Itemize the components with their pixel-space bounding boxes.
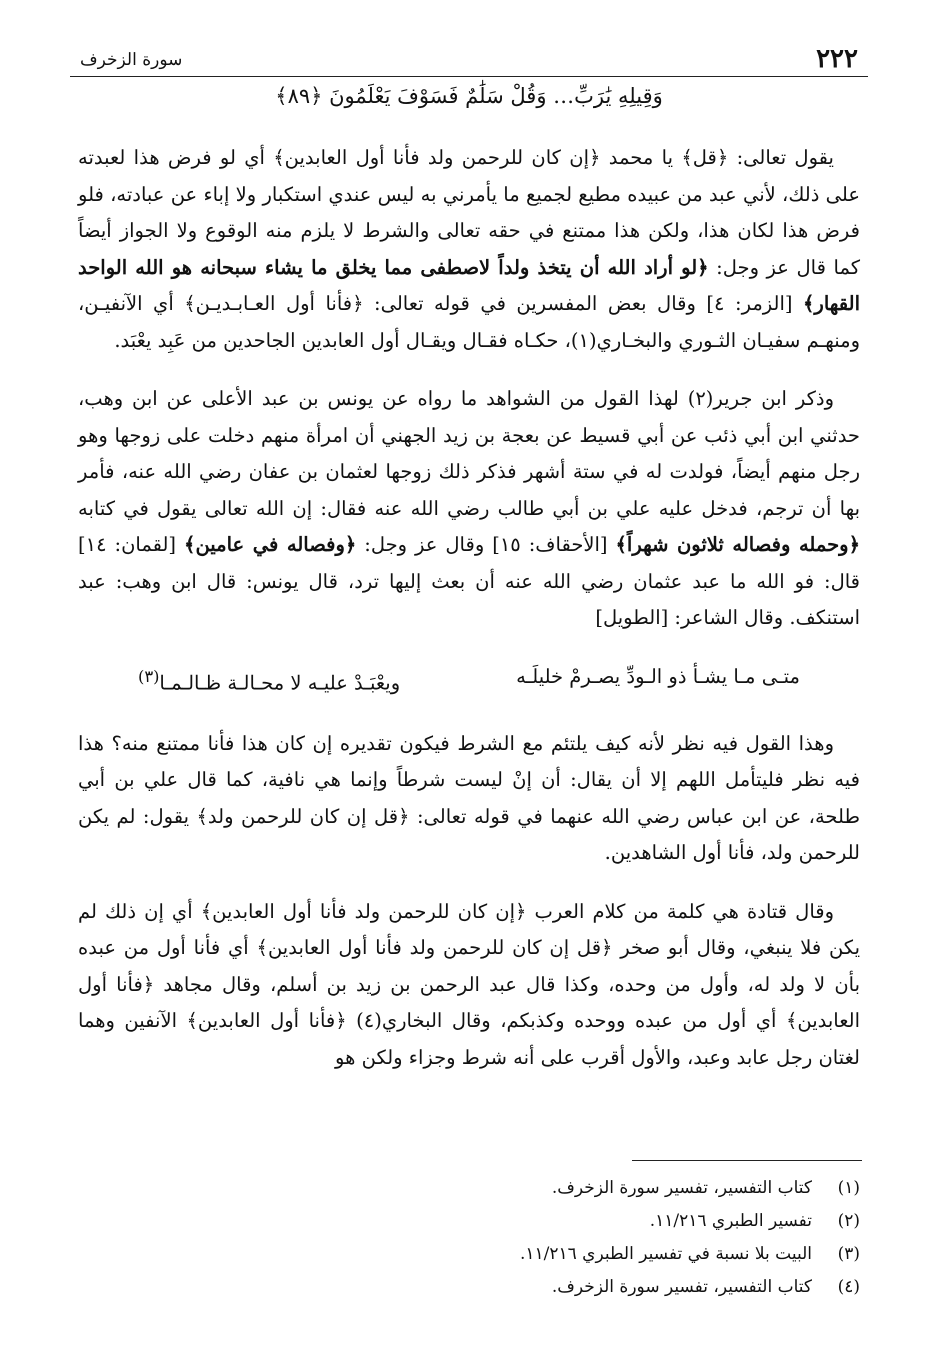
footnote-number: (١) — [837, 1178, 860, 1198]
text-segment: ﴿قل إن كان للرحمن ولد﴾ — [196, 804, 410, 828]
text-segment: يا محمد — [600, 146, 682, 169]
poem-hemistich-left: ويعْبَـدْ عليـه لا محـالـة ظـالـمـا$^{(٣)}$ — [138, 666, 401, 694]
text-segment: أي فأنا أول من عبده بأن لا ولد له، وأول من وحده، وكذا قال عبد الرحمن بن زيد بن أسلم، وقال مجاهد — [78, 936, 861, 996]
footnote-ref: (٣) — [138, 666, 160, 686]
quran-quote-bold: ﴿وحمله وفصاله ثلاثون شهراً﴾ — [615, 533, 861, 556]
poem-verse — [78, 659, 860, 702]
paragraph — [78, 726, 860, 872]
text-segment: ﴿قل﴾ — [681, 146, 729, 169]
text-segment: أي الآنفيـن، ومنهـم سفيـان الثـوري والبخـاري — [78, 292, 860, 352]
text-segment: وذكر ابن جرير — [713, 387, 834, 410]
quran-quote-bold: ﴿لو أراد الله أن يتخذ ولداً لاصطفى مما يخلق ما يشاء سبحانه هو الله الواحد القهار﴾ — [78, 255, 860, 315]
footnote-number: (٤) — [837, 1277, 860, 1297]
text-segment: (١) — [570, 328, 597, 352]
text-segment: أي لو فرض هذا لعبدته على ذلك، لأني عبد من عبيده مطيع لجميع ما يأمرني به ليس عندي استكبار ولا إباء عن عبادته، فلو فرض هذا لكان هذا، ولكن هذا ممتنع في حقه تعالى والشرط لا يلزم منه الوقوع ولا الجواز أيضاً كما قال عز وجل: — [78, 146, 860, 279]
text-segment: [الأحقاف: ١٥] وقال عز وجل: — [356, 533, 616, 556]
surah-title: سورة الزخرف — [80, 50, 183, 70]
footnote-number: (٣) — [837, 1244, 860, 1264]
text-segment: [لقمان: ١٤] قال: فو الله ما عبد عثمان رضي الله عنه أن بعث إليها ترد، قال يونس: قال ابن وهب: عبد استنكف. وقال الشاعر: [الطويل] — [78, 533, 860, 629]
text-segment: الآنفين وهما لغتان رجل عابد وعبد، والأول أقرب على أنه شرط وجزاء ولكن هو — [78, 1009, 860, 1069]
footnote — [78, 1238, 860, 1271]
footnotes — [78, 1172, 860, 1304]
footnote — [78, 1205, 860, 1238]
footnote-number: (٢) — [837, 1211, 860, 1231]
text-segment: ، حكـاه فقـال ويقـال أول العابدين الجاحدين من عَبِد يعْبَد. — [114, 328, 571, 352]
text-segment: ﴿قل إن كان للرحمن ولد فأنا أول العابدين﴾ — [256, 936, 613, 959]
text-segment: ﴿إن كان للرحمن ولد فأنا أول العابدين﴾ — [273, 146, 601, 169]
header-divider — [70, 76, 868, 77]
text-segment: ﴿إن كان للرحمن ولد فأنا أول العابدين﴾ — [200, 899, 527, 923]
paragraph — [78, 381, 860, 637]
text-segment: يقول تعالى: — [728, 146, 834, 169]
footnote-divider — [632, 1160, 862, 1161]
text-segment: لهذا القول من الشواهد ما رواه عن يونس بن عبد الأعلى عن ابن وهب، حدثني ابن أبي ذئب عن أبي قسيط عن بعجة بن زيد الجهني أن امرأة منهم دخلت على زوجها وهو رجل منهم أيضاً، فولدت له في ستة أشهر فذكر ذلك زوجها لعثمان بن عفان رضي الله عنه، فأمر بها أن ترجم، فدخل عليه علي بن أبي طالب رضي الله عنه فقال: إن الله تعالى يقول في كتابه — [78, 387, 860, 520]
text-segment: يقول: لم يكن للرحمن ولد، فأنا أول الشاهدين. — [78, 804, 860, 864]
text-segment: وهذا القول فيه نظر لأنه كيف يلتئم مع الشرط فيكون تقديره إن كان هذا فأنا ممتنع منه؟ هذا فيه نظر فليتأمل اللهم إلا أن يقال: أن إنْ ليست شرطاً وإنما هي نافية، كما قال علي بن أبي طلحة، عن ابن عباس رضي الله عنهما في قوله تعالى: — [78, 731, 860, 828]
text-segment: ﴿فأنا أول العابدين﴾ — [78, 972, 861, 1032]
quran-quote-bold: ﴿وفصاله في عامين﴾ — [184, 533, 357, 556]
page-header — [70, 40, 868, 80]
poem-hemistich-right: متـى مـا يشـأ ذو الـودِّ يصـرمْ خليلَـه — [516, 664, 800, 688]
footnote-text: تفسير الطبري ١١/٢١٦. — [649, 1211, 812, 1231]
page-number: ٢٢٢ — [816, 44, 858, 74]
text-segment: أي أول من عبده ووحده وكذبكم، وقال البخاري — [381, 1009, 786, 1032]
footnote — [78, 1172, 860, 1205]
footnote — [78, 1271, 860, 1304]
text-segment: أي إن ذلك لم يكن فلا ينبغي، وقال أبو صخر — [78, 899, 860, 959]
text-segment: ﴿فأنا أول العـابـديـن﴾ — [184, 292, 364, 315]
text-segment: (٢) — [687, 387, 714, 410]
text-segment: [الزمر: ٤] وقال بعض المفسرين في قوله تعالى: — [363, 292, 803, 315]
text-segment: (٤) — [356, 1009, 382, 1032]
text-segment: ﴿فأنا أول العابدين﴾ — [186, 1009, 347, 1032]
paragraph — [78, 140, 860, 359]
paragraph — [78, 894, 860, 1077]
footnote-text: البيت بلا نسبة في تفسير الطبري ١١/٢١٦. — [519, 1244, 812, 1264]
text-segment — [347, 1009, 357, 1032]
body-text — [78, 140, 860, 1098]
footnote-text: كتاب التفسير، تفسير سورة الزخرف. — [551, 1178, 812, 1198]
quran-verse: وَقِيلِهِ يَٰرَبِّ… وَقُلْ سَلَٰمٌ فَسَوْفَ يَعْلَمُونَ ﴿٨٩﴾ — [275, 84, 663, 108]
footnote-text: كتاب التفسير، تفسير سورة الزخرف. — [551, 1277, 812, 1297]
text-segment: وقال قتادة هي كلمة من كلام العرب — [526, 899, 835, 923]
